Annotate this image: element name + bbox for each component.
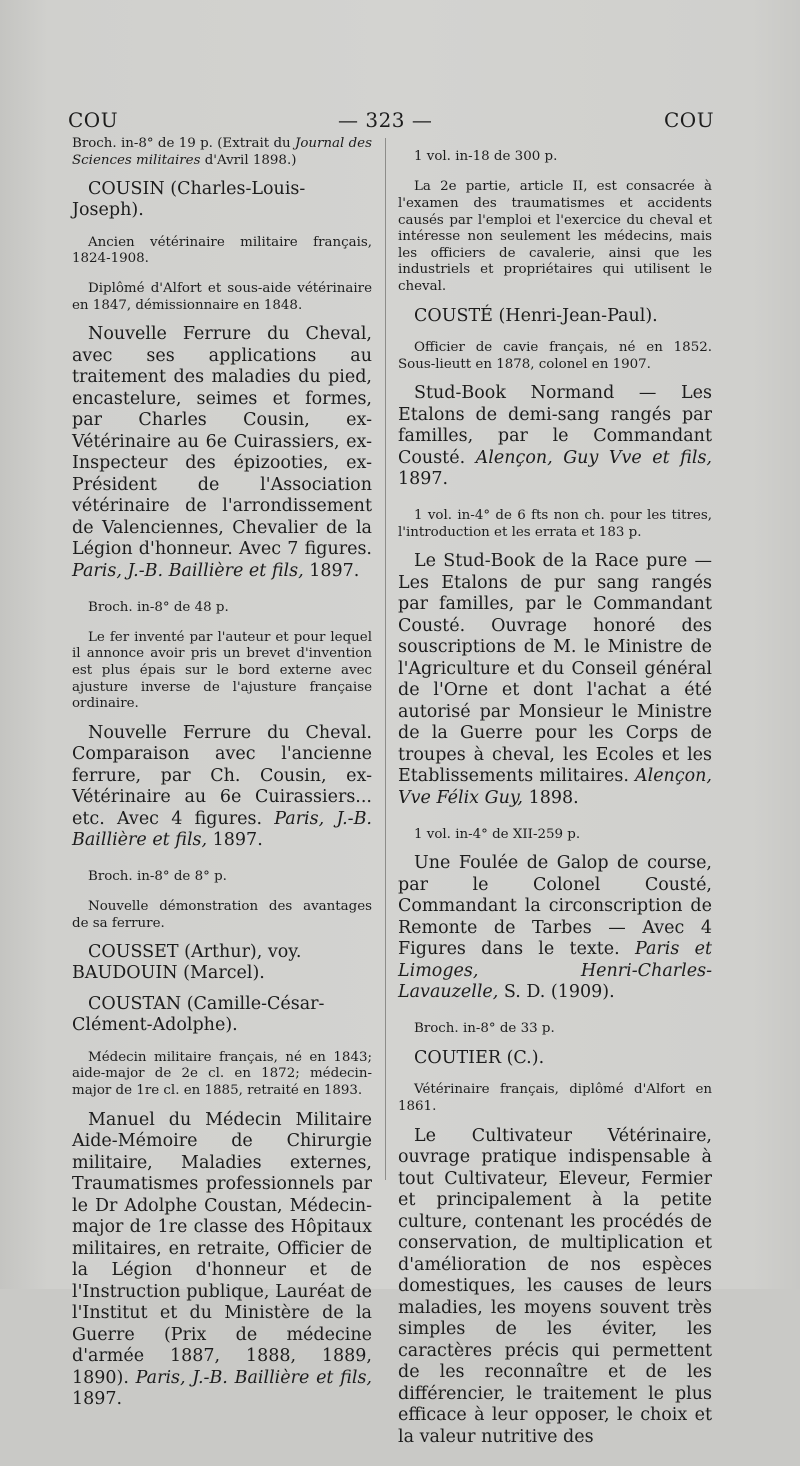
format-note: Broch. in-8° de 8° p. xyxy=(88,869,227,885)
work-entry: Le Stud-Book de la Race pure — Les Etalons de pur sang rangés par familles, par le Commandant Cousté. Ouvrage honoré des souscriptions de M. le Ministre de l'Agriculture et du Conseil général de l'Orne et dont l'achat a été autorisé par Monsieur le Ministre de la Guerre pour les Corps de troupes à cheval, les Ecoles et les Etablissements militaires. Alençon, Vve Félix Guy, 1898. xyxy=(398,551,712,808)
format-note: 1 vol. in-4° de XII-259 p. xyxy=(414,826,581,842)
work-entry: Le Cultivateur Vétérinaire, ouvrage pratique indispensable à tout Cultivateur, Eleveur, Fermier et principalement à la petite culture, contenant les procédés de conservation, de multiplication et d'amélioration de nos espèces domestiques, les causes de leurs maladies, les moyens souvent très simples de les éviter, les caractères précis qui permettent de les reconnaître et de les différencier, le traitement le plus efficace à leur opposer, le choix et la valeur nutritive des xyxy=(398,1125,712,1447)
column-divider xyxy=(385,138,386,1180)
author-heading-coustan: COUSTAN (Camille-César-Clément-Adolphe). xyxy=(72,994,325,1036)
format-note: Broch. in-8° de 33 p. xyxy=(414,1021,555,1037)
cross-reference-cousset: COUSSET (Arthur), voy. BAUDOUIN (Marcel). xyxy=(72,942,302,984)
running-head-right: COU xyxy=(664,108,715,132)
author-heading-cousin: COUSIN (Charles-Louis-Joseph). xyxy=(72,179,306,221)
annotation: Nouvelle démonstration des avantages de sa ferrure. xyxy=(72,899,372,931)
annotation: Le fer inventé par l'auteur et pour lequel il annonce avoir pris un brevet d'invention est plus épais sur le bord externe avec ajusture inverse de l'ajusture française ordinaire. xyxy=(72,629,372,712)
work-entry: Nouvelle Ferrure du Cheval, avec ses applications au traitement des maladies du pied, encastelure, seimes et formes, par Charles Cousin, ex-Vétérinaire au 6e Cuirassiers, ex-Inspecteur des épizooties, ex-Président de l'Association vétérinaire de l'arrondissement de Valenciennes, Chevalier de la Légion d'honneur. Avec 7 figures. Paris, J.-B. Baillière et fils, 1897. xyxy=(72,324,372,581)
format-note: Broch. in-8° de 48 p. xyxy=(88,599,229,615)
work-entry: Une Foulée de Galop de course, par le Colonel Cousté, Commandant la circonscription de Remonte de Tarbes — Avec 4 Figures dans le texte. Paris et Limoges, Henri-Charles-Lavauzelle, S. D. (1909). xyxy=(398,853,712,1003)
continuation-note: Broch. in-8° de 19 p. (Extrait du Journal des Sciences militaires d'Avril 1898.) xyxy=(72,136,372,168)
author-heading-couste: COUSTÉ (Henri-Jean-Paul). xyxy=(414,305,658,326)
page-number: — 323 — xyxy=(338,108,433,132)
author-bio: Diplômé d'Alfort et sous-aide vétérinaire en 1847, démissionnaire en 1848. xyxy=(72,281,372,313)
work-entry: Manuel du Médecin Militaire Aide-Mémoire de Chirurgie militaire, Maladies externes, Traumatismes professionnels par le Dr Adolphe Coustan, Médecin-major de 1re classe des Hôpitaux militaires, en retraite, Officier de la Légion d'honneur et de l'Instruction publique, Lauréat de l'Institut et du Ministère de la Guerre (Prix de médecine d'armée 1887, 1888, 1889, 1890). Paris, J.-B. Baillière et fils, 1897. xyxy=(72,1109,372,1410)
right-column xyxy=(398,136,712,1466)
format-note: 1 vol. in-4° de 6 fts non ch. pour les titres, l'introduction et les errata et 183 p. xyxy=(398,508,712,540)
author-bio: Médecin militaire français, né en 1843; aide-major de 2e cl. en 1872; médecin-major de 1re cl. en 1885, retraité en 1893. xyxy=(72,1049,372,1099)
journal-title: Journal des Sciences militaires xyxy=(72,136,372,168)
left-column xyxy=(72,136,372,1428)
running-head-left: COU xyxy=(68,108,119,132)
author-bio: Vétérinaire français, diplômé d'Alfort en 1861. xyxy=(398,1082,712,1114)
annotation: La 2e partie, article II, est consacrée à l'examen des traumatismes et accidents causés par l'emploi et l'exercice du cheval et intéresse non seulement les médecins, mais les officiers de cavalerie, ainsi que les industriels et propriétaires qui utilisent le cheval. xyxy=(398,179,712,294)
author-bio: Officier de cavie français, né en 1852. Sous-lieutt en 1878, colonel en 1907. xyxy=(398,339,712,372)
work-entry: Nouvelle Ferrure du Cheval. Comparaison avec l'ancienne ferrure, par Ch. Cousin, ex-Vétérinaire au 6e Cuirassiers... etc. Avec 4 figures. Paris, J.-B. Baillière et fils, 1897. xyxy=(72,722,372,851)
author-heading-coutier: COUTIER (C.). xyxy=(414,1047,545,1068)
work-entry: Stud-Book Normand — Les Etalons de demi-sang rangés par familles, par le Commandant Cousté. Alençon, Guy Vve et fils, 1897. xyxy=(398,383,712,490)
format-note: 1 vol. in-18 de 300 p. xyxy=(414,149,558,165)
author-bio: Ancien vétérinaire militaire français, 1824-1908. xyxy=(72,234,372,267)
